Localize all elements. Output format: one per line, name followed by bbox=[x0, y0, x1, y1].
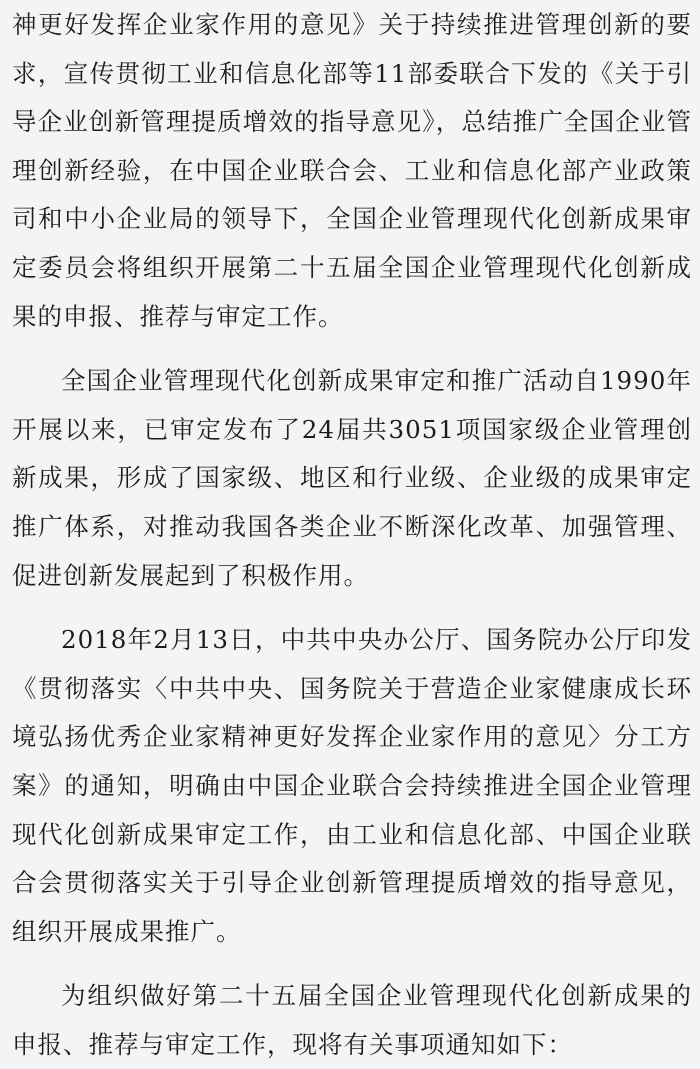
paragraph-gap bbox=[12, 341, 692, 357]
paragraph-continued: 神更好发挥企业家作用的意见》关于持续推进管理创新的要求，宣传贯彻工业和信息化部等11部委联合下发的《关于引导企业创新管理提质增效的指导意见》，总结推广全国企业管理创新经验，在中国企业联合会、工业和信息化部产业政策司和中小企业局的领导下，全国企业管理现代化创新成果审定委员会将组织开展第二十五届全国企业管理现代化创新成果的申报、推荐与审定工作。 bbox=[12, 10, 692, 331]
paragraph-activity-history: 全国企业管理现代化创新成果审定和推广活动自1990年开展以来，已审定发布了24届共3051项国家级企业管理创新成果，形成了国家级、地区和行业级、企业级的成果审定推广体系，对推动我国各类企业不断深化改革、加强管理、促进创新发展起到了积极作用。 bbox=[12, 366, 692, 590]
paragraph-announcement: 为组织做好第二十五届全国企业管理现代化创新成果的申报、推荐与审定工作，现将有关事项通知如下： bbox=[12, 981, 692, 1059]
paragraph-gap bbox=[12, 956, 692, 972]
paragraph-policy-notice: 2018年2月13日，中共中央办公厅、国务院办公厅印发《贯彻落实〈中共中央、国务院关于营造企业家健康成长环境弘扬优秀企业家精神更好发挥企业家作用的意见〉分工方案》的通知，明确由中国企业联合会持续推进全国企业管理现代化创新成果审定工作，由工业和信息化部、中国企业联合会贯彻落实关于引导企业创新管理提质增效的指导意见，组织开展成果推广。 bbox=[12, 625, 692, 946]
paragraph-gap bbox=[12, 600, 692, 616]
